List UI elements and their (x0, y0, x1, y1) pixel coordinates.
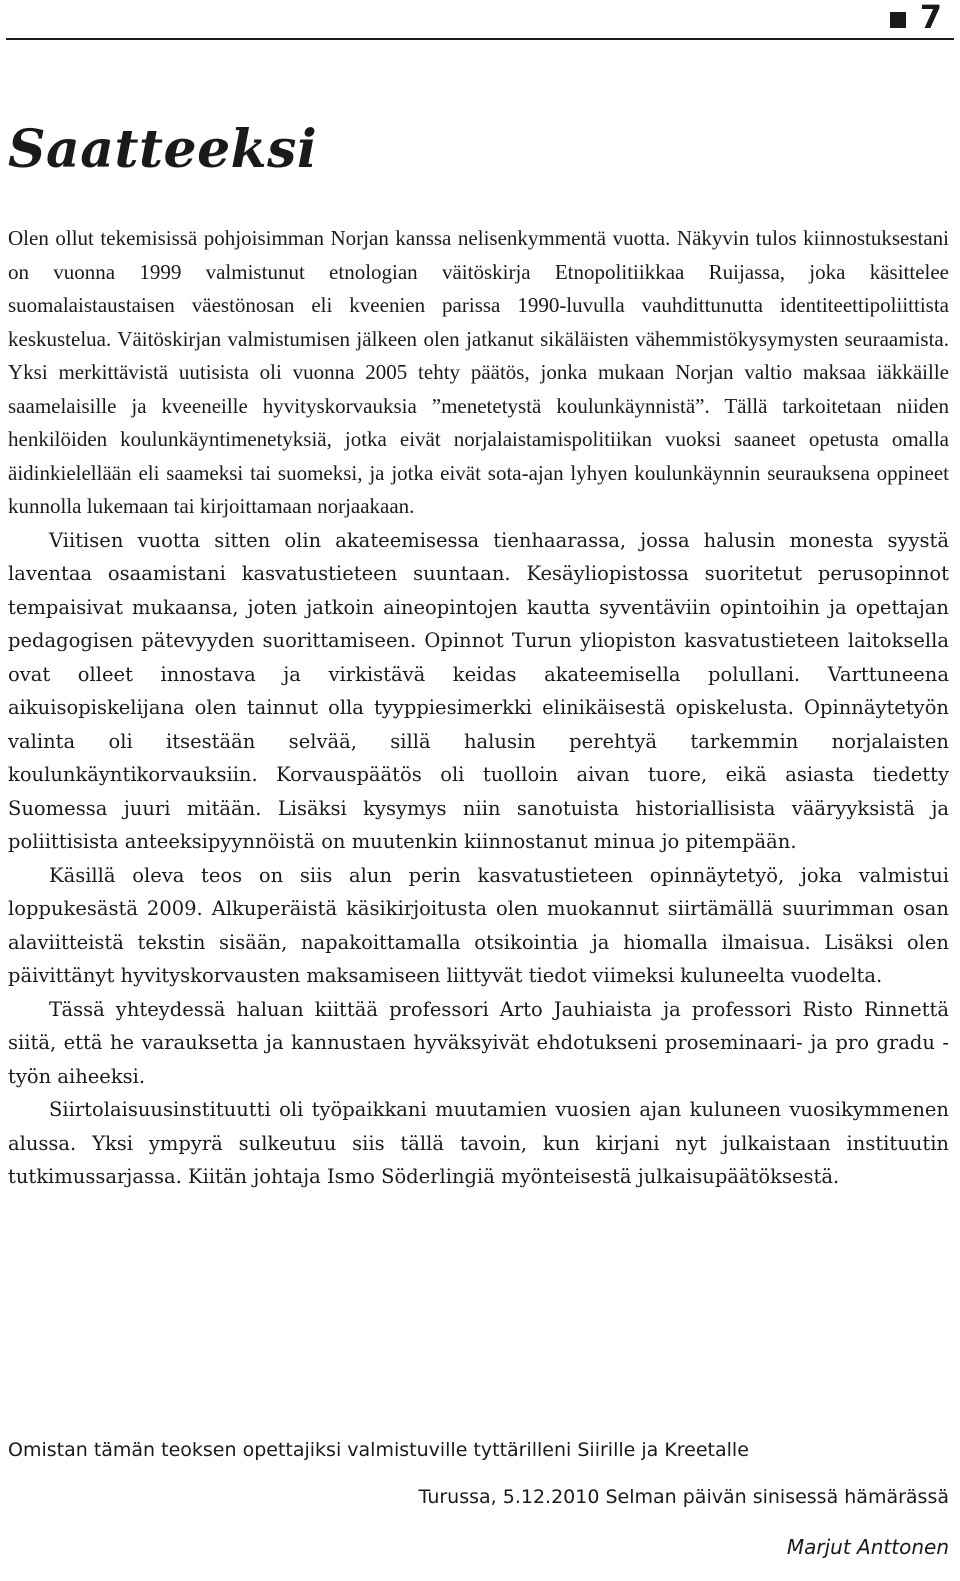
dedication: Omistan tämän teoksen opettajiksi valmistuville tyttärilleni Siirille ja Kreetalle (8, 1439, 749, 1461)
paragraph-2: Viitisen vuotta sitten olin akateemisessa tienhaarassa, jossa halusin monesta syystä laventaa osaamistani kasvatustieteen suuntaan. Kesäyliopistossa suoritetut perusopinnot tempaisivat mukaansa, joten jatkoin aineopintojen kautta syventäviin opintoihin ja opettajan pedagogisen pätevyyden suorittamiseen. Opinnot Turun yliopiston kasvatustieteen laitoksella ovat olleet innostava ja virkistävä keidas akateemisella polullani. Varttuneena aikuisopiskelijana olen tainnut olla tyyppiesimerkki elinikäisestä opiskelusta. Opinnäytetyön valinta oli itsestään selvää, sillä halusin perehtyä tarkemmin norjalaisten koulunkäyntikorvauksiin. Korvauspäätös oli tuolloin aivan tuore, eikä asiasta tiedetty Suomessa juuri mitään. Lisäksi kysymys niin sanotuista historiallisista vääryyksistä ja poliittisista anteeksipyynnöistä on muutenkin kiinnostanut minua jo pitempään. (8, 528, 949, 853)
page-title: Saatteeksi (8, 119, 318, 180)
paragraph-1: Olen ollut tekemisissä pohjoisimman Norjan kanssa nelisenkymmentä vuotta. Näkyvin tulos kiinnostuksestani on vuonna 1999 valmistunut etnologian väitöskirja Etnopolitiikkaa Ruijassa, joka käsittelee suomalaistaustaisen väestönosan eli kveenien parissa 1990-luvulla vauhdittunutta identiteettipoliittista keskustelua. Väitöskirjan valmistumisen jälkeen olen jatkanut sikäläisten vähemmistökysymysten seuraamista. Yksi merkittävistä uutisista oli vuonna 2005 tehty päätös, jonka mukaan Norjan valtio maksaa iäkkäille saamelaisille ja kveeneille hyvityskorvauksia ”menetetystä koulunkäynnistä”. Tällä tarkoitetaan niiden henkilöiden koulunkäyntimenetyksiä, jotka eivät norjalaistamispolitiikan vuoksi saaneet opetusta omalla äidinkielellään eli saameksi tai suomeksi, ja jotka eivät sota-ajan lyhyen koulunkäynnin seurauksena oppineet kunnolla lukemaan tai kirjoittamaan norjaakaan. (8, 226, 949, 518)
paragraph-3: Käsillä oleva teos on siis alun perin kasvatustieteen opinnäytetyö, joka valmistui loppukesästä 2009. Alkuperäistä käsikirjoitusta olen muokannut siirtämällä suurimman osan alaviitteistä tekstin sisään, napakoittamalla otsikointia ja hiomalla ilmaisua. Lisäksi olen päivittänyt hyvityskorvausten maksamiseen liittyvät tiedot viimeksi kuluneelta vuodelta. (8, 863, 949, 987)
page-number: 7 (919, 0, 942, 36)
page-marker-square-icon (890, 12, 906, 28)
paragraph-5: Siirtolaisuusinstituutti oli työpaikkani muutamien vuosien ajan kuluneen vuosikymmenen alussa. Yksi ympyrä sulkeutuu siis tällä tavoin, kun kirjani nyt julkaistaan instituutin tutkimussarjassa. Kiitän johtaja Ismo Söderlingiä myönteisestä julkaisupäätöksestä. (8, 1098, 949, 1188)
place-date: Turussa, 5.12.2010 Selman päivän sinisessä hämärässä (418, 1486, 949, 1508)
author-signature: Marjut Anttonen (786, 1535, 949, 1559)
paragraph-4: Tässä yhteydessä haluan kiittää professori Arto Jauhiaista ja professori Risto Rinnettä siitä, että he varauksetta ja kannustaen hyväksyivät ehdotukseni proseminaari- ja pro gradu -työn aiheeksi. (8, 997, 949, 1088)
page-header (6, 0, 954, 40)
body-text (8, 222, 949, 1194)
